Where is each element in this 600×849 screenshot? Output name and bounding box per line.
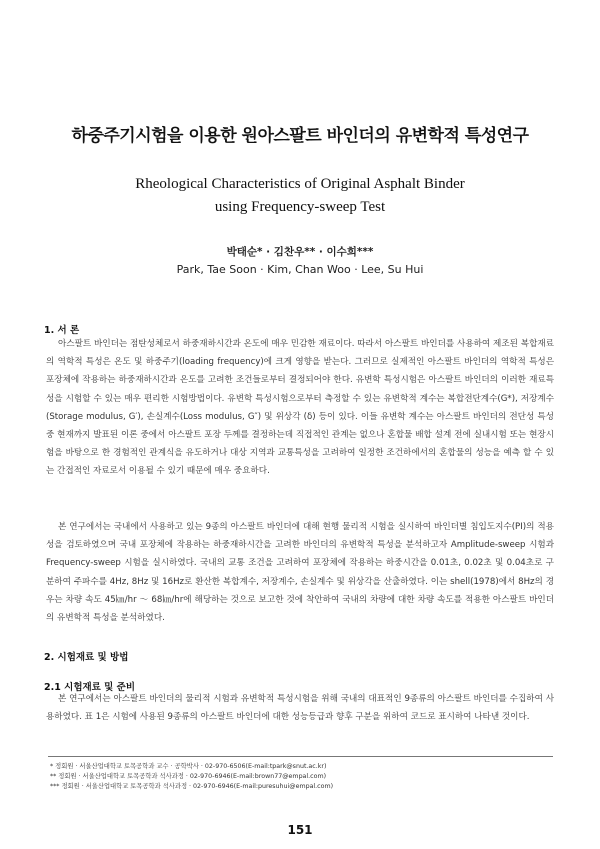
paragraph-intro-2: 본 연구에서는 국내에서 사용하고 있는 9종의 아스팔트 바인더에 대해 현행 물리적 시험을 실시하여 바인더별 침입도지수(PI)의 적용성을 검토하였으며 국내 포장체에 작용하는 하중재하시간을 고려한 바인더의 유변학적 특성을 분석하고자 Amplitude-sweep 시험과 Frequency-sweep 시험을 실시하였다. 국내의 교통 조건을 고려하여 포장체에 작용하는 하중시간을 0.01초, 0.02초 및 0.04초로 구분하여 주파수를 4Hz, 8Hz 및 16Hz로 환산한 복합계수, 저장계수, 손실계수 및 위상각을 산출하였다. 이는 shell(1978)에서 8Hz의 경우는 차량 속도 45㎞/hr ～ 68㎞/hr에 해당하는 것으로 보고한 것에 착안하여 국내의 차량에 대한 차량 속도를 적용한 아스팔트 바인더의 유변학적 특성을 분석하였다. [46,522,554,624]
authors-korean: 박태순* · 김찬우** · 이수희*** [226,246,374,258]
paragraph-intro-1: 아스팔트 바인더는 점탄성체로서 하중재하시간과 온도에 매우 민감한 재료이다. 따라서 아스팔트 바인더를 사용하여 제조된 복합재료의 역학적 특성은 온도 및 하중주기(loading frequency)에 크게 영향을 받는다. 그러므로 실제적인 아스팔트 바인더의 역학적 특성은 포장체에 작용하는 하중재하시간과 온도를 고려한 조건들로부터 결정되어야 한다. 유변학 특성시험은 아스팔트 바인더의 이러한 재료특성을 시험할 수 있는 매우 편리한 시험방법이다. 유변학 특성시험으로부터 측정할 수 있는 유변학적 계수는 복합전단계수(G*), 저장계수(Storage modulus, G′), 손실계수(Loss modulus, G″) 및 위상각 (δ) 등이 있다. 이들 유변학 계수는 아스팔트 바인더의 전단성 특성 중 현재까지 발표된 이론 중에서 아스팔트 포장 두께를 결정하는데 직접적인 관계는 없으나 혼합물 배합 설계 전에 실내시험 또는 현장시험을 바탕으로 한 경험적인 관계식을 유도하거나 대상 지역과 교통특성을 고려하여 일정한 조건하에서의 혼합물의 성능을 예측 할 수 있는 간접적인 자료로서 이용될 수 있기 때문에 매우 중요하다. [46,339,554,477]
footnote-1: * 정회원 · 서울산업대학교 토목공학과 교수 · 공학박사 · 02-970-6506(E-mail:tpark@snut.ac.kr) [50,763,327,770]
authors-english: Park, Tae Soon · Kim, Chan Woo · Lee, Su Hui [176,263,424,276]
subsection-heading-materials: 2.1 시험재료 및 준비 [44,682,135,693]
paragraph-materials-1: 본 연구에서는 아스팔트 바인더의 물리적 시험과 유변학적 특성시험을 위해 국내의 대표적인 9종류의 아스팔트 바인더를 수집하여 사용하였다. 표 1은 시험에 사용된 9종류의 아스팔트 바인더에 대한 성능등급과 향후 구분을 위하여 코드로 표시하여 나타낸 것이다. [46,694,554,723]
section-heading-introduction: 1. 서 론 [44,325,80,336]
footnote-2: ** 정회원 · 서울산업대학교 토목공학과 석사과정 · 02-970-6946(E-mail:brown77@empal.com) [50,773,327,780]
paper-title-english-line2: using Frequency-sweep Test [214,199,386,215]
footnotes [50,762,550,792]
footnote-3: *** 정회원 · 서울산업대학교 토목공학과 석사과정 · 02-970-6946(E-mail:puresuhui@empal.com) [50,783,334,790]
footnote-divider [48,756,553,757]
section-heading-methods: 2. 시험재료 및 방법 [44,652,129,663]
paper-title-english-line1: Rheological Characteristics of Original Asphalt Binder [135,176,465,192]
page-number: 151 [287,823,313,837]
paper-title-korean: 하중주기시험을 이용한 원아스팔트 바인더의 유변학적 특성연구 [71,126,529,146]
